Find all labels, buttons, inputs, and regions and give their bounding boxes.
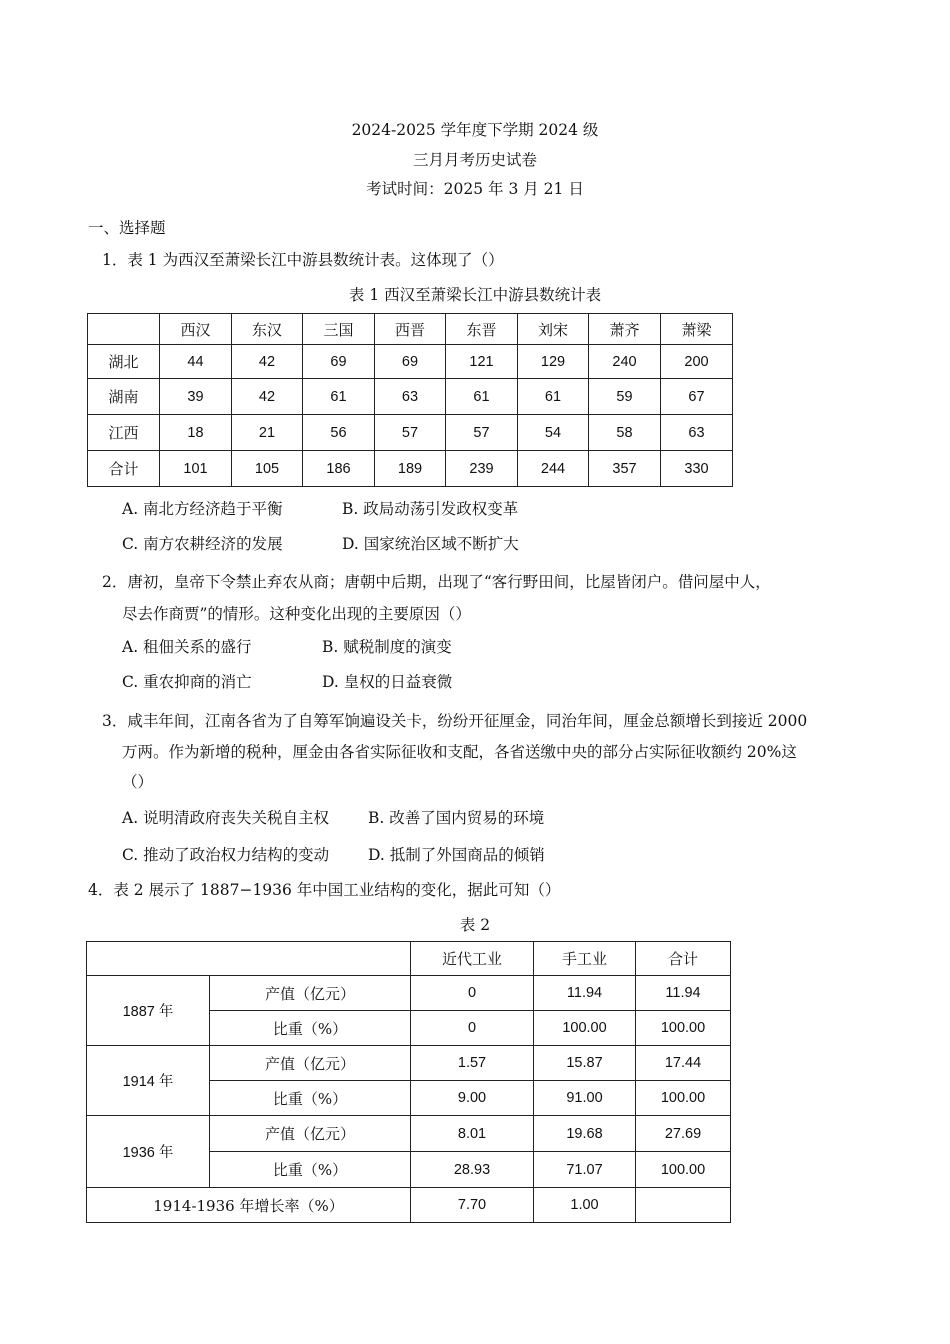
table2-cell: 1.57 [411,1046,534,1081]
table1-cell: 121 [446,345,518,379]
table1-cell: 330 [661,451,733,487]
table2-cell: 17.44 [636,1046,731,1081]
table2-cell: 19.68 [534,1116,636,1152]
table2-metric-label: 比重（%） [210,1081,411,1116]
table1-cell: 56 [303,415,375,451]
question-2-stem-line1: 2．唐初，皇帝下令禁止弃农从商；唐朝中后期，出现了“客行野田间，比屋皆闭户。借问屋中人， [102,573,771,591]
table1-header-cell: 西汉 [160,314,232,345]
table2-cell: 11.94 [636,976,731,1011]
table2-header-row [87,942,731,976]
q3-option-d[interactable]: D. 抵制了外国商品的倾销 [368,846,545,864]
table2-metric-label: 产值（亿元） [210,976,411,1011]
table2-header-cell: 合计 [636,942,731,976]
table1-cell: 61 [446,379,518,415]
q3-option-a[interactable]: A. 说明清政府丧失关税自主权 [122,809,330,827]
table2-header-cell: 近代工业 [411,942,534,976]
table1-caption: 表 1 西汉至萧梁长江中游县数统计表 [348,286,602,304]
table1-header-cell: 三国 [303,314,375,345]
table1-header-row [88,314,733,345]
exam-time: 考试时间：2025 年 3 月 21 日 [366,180,584,198]
table1-cell: 57 [446,415,518,451]
table1-cell: 186 [303,451,375,487]
table1-row-label: 合计 [88,451,160,487]
question-3-stem-line3: （） [122,773,154,791]
table1-header-cell [88,314,160,345]
table1-row [88,379,733,415]
table2-cell: 1.00 [534,1188,636,1223]
table1-cell: 61 [518,379,589,415]
table2-cell: 15.87 [534,1046,636,1081]
table1-cell: 244 [518,451,589,487]
table1-cell: 69 [375,345,446,379]
q2-option-c[interactable]: C. 重农抑商的消亡 [122,673,252,691]
table1-cell: 357 [589,451,661,487]
table2-cell: 91.00 [534,1081,636,1116]
table2-cell: 0 [411,1011,534,1046]
table1-cell: 42 [232,345,303,379]
table1-cell: 69 [303,345,375,379]
table1-cell: 42 [232,379,303,415]
table1-cell: 18 [160,415,232,451]
table2-year-cell: 1914 年 [87,1046,210,1116]
q1-option-b[interactable]: B. 政局动荡引发政权变革 [342,500,519,518]
table1-cell: 129 [518,345,589,379]
table2-cell: 0 [411,976,534,1011]
table1 [87,313,733,487]
table2-caption: 表 2 [459,916,491,934]
table2-metric-label: 比重（%） [210,1011,411,1046]
table2-cell [636,1188,731,1223]
table1-row-label: 江西 [88,415,160,451]
question-3-stem-line1: 3．咸丰年间，江南各省为了自筹军饷遍设关卡，纷纷开征厘金，同治年间，厘金总额增长到接近 2000 [102,712,808,730]
table2 [86,941,731,1223]
q2-option-a[interactable]: A. 租佃关系的盛行 [122,638,252,656]
table2-cell: 100.00 [534,1011,636,1046]
table1-cell: 21 [232,415,303,451]
table1-cell: 239 [446,451,518,487]
table2-metric-label: 比重（%） [210,1152,411,1188]
table2-cell: 28.93 [411,1152,534,1188]
q3-option-b[interactable]: B. 改善了国内贸易的环境 [368,809,545,827]
table1-row-label: 湖北 [88,345,160,379]
table1-cell: 58 [589,415,661,451]
table1-cell: 63 [375,379,446,415]
table1-header-cell: 东晋 [446,314,518,345]
table2-cell: 100.00 [636,1081,731,1116]
table1-row [88,415,733,451]
table1-cell: 101 [160,451,232,487]
table2-header-cell: 手工业 [534,942,636,976]
section-title: 一、选择题 [88,219,166,237]
table1-header-cell: 萧齐 [589,314,661,345]
q2-option-d[interactable]: D. 皇权的日益衰微 [322,673,453,691]
table1-cell: 189 [375,451,446,487]
table2-row [87,976,731,1011]
table2-metric-label: 产值（亿元） [210,1116,411,1152]
table1-cell: 67 [661,379,733,415]
table2-year-cell: 1936 年 [87,1116,210,1188]
table2-cell: 27.69 [636,1116,731,1152]
q1-option-a[interactable]: A. 南北方经济趋于平衡 [122,500,283,518]
table1-cell: 63 [661,415,733,451]
table1-header-cell: 西晋 [375,314,446,345]
table2-cell: 100.00 [636,1152,731,1188]
table1-cell: 200 [661,345,733,379]
table2-cell: 71.07 [534,1152,636,1188]
table1-header-cell: 刘宋 [518,314,589,345]
table2-growth-label: 1914-1936 年增长率（%） [87,1188,411,1223]
table1-header-cell: 萧梁 [661,314,733,345]
table1-cell: 59 [589,379,661,415]
exam-title-line2: 三月月考历史试卷 [412,151,537,169]
table1-cell: 240 [589,345,661,379]
question-2-stem-line2: 尽去作商贾”的情形。这种变化出现的主要原因（） [122,605,471,623]
table2-row [87,1046,731,1081]
table1-cell: 57 [375,415,446,451]
q3-option-c[interactable]: C. 推动了政治权力结构的变动 [122,846,330,864]
table1-row-label: 湖南 [88,379,160,415]
table1-cell: 54 [518,415,589,451]
question-3-stem-line2: 万两。作为新增的税种，厘金由各省实际征收和支配，各省送缴中央的部分占实际征收额约 20%这 [122,743,797,761]
q2-option-b[interactable]: B. 赋税制度的演变 [322,638,452,656]
table1-cell: 39 [160,379,232,415]
table2-cell: 100.00 [636,1011,731,1046]
table2-metric-label: 产值（亿元） [210,1046,411,1081]
table2-cell: 9.00 [411,1081,534,1116]
table2-year-cell: 1887 年 [87,976,210,1046]
table1-total-row [88,451,733,487]
table1-cell: 61 [303,379,375,415]
table2-row [87,1116,731,1152]
table1-cell: 105 [232,451,303,487]
table2-header-blank [87,942,411,976]
q1-option-d[interactable]: D. 国家统治区域不断扩大 [342,535,519,553]
exam-title-line1: 2024-2025 学年度下学期 2024 级 [351,121,599,139]
question-4-stem: 4．表 2 展示了 1887−1936 年中国工业结构的变化，据此可知（） [88,881,561,899]
table1-row [88,345,733,379]
q1-option-c[interactable]: C. 南方农耕经济的发展 [122,535,283,553]
question-1-stem: 1．表 1 为西汉至萧梁长江中游县数统计表。这体现了（） [102,251,504,269]
table1-cell: 44 [160,345,232,379]
table2-cell: 11.94 [534,976,636,1011]
table2-growth-row [87,1188,731,1223]
table2-cell: 8.01 [411,1116,534,1152]
table1-header-cell: 东汉 [232,314,303,345]
table2-cell: 7.70 [411,1188,534,1223]
